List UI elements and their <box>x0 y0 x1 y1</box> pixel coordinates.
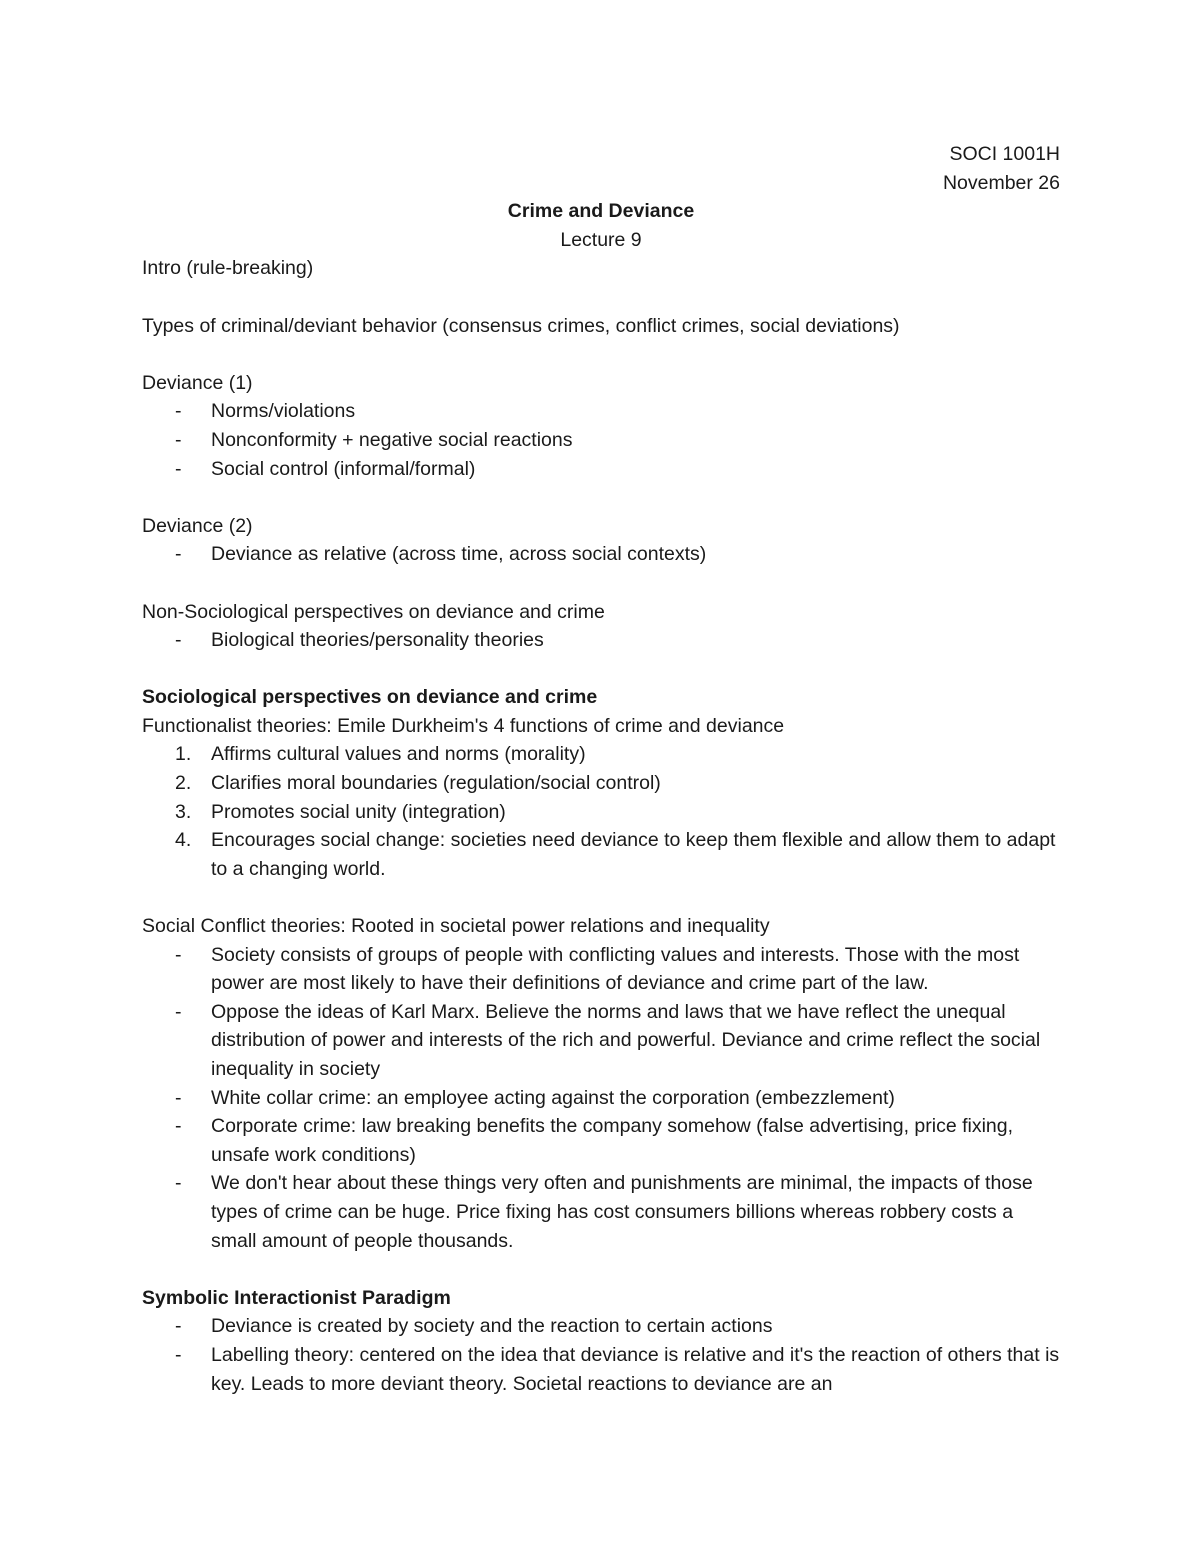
lecture-date: November 26 <box>942 171 1060 194</box>
numbered-item-text: Affirms cultural values and norms (morality) <box>211 743 586 766</box>
document-body <box>142 140 1060 1398</box>
list-item <box>142 455 1060 484</box>
bullet-dash: - <box>175 943 182 966</box>
spacer <box>142 283 1060 312</box>
nonsoc-list <box>142 626 1060 655</box>
numbered-item-text: Promotes social unity (integration) <box>211 800 506 823</box>
list-item <box>142 1112 1060 1169</box>
bullet-dash: - <box>175 400 182 423</box>
list-item-text: Deviance as relative (across time, across social contexts) <box>211 543 707 566</box>
course-code: SOCI 1001H <box>949 143 1060 165</box>
spacer <box>142 655 1060 684</box>
conflict-heading: Social Conflict theories: Rooted in societal power relations and inequality <box>142 915 770 938</box>
conflict-list <box>142 941 1060 1256</box>
bullet-dash: - <box>175 428 182 451</box>
list-item <box>142 1084 1060 1113</box>
deviance2-list <box>142 540 1060 569</box>
item-number: 2. <box>175 772 192 795</box>
bullet-dash: - <box>175 1172 182 1195</box>
numbered-item <box>142 740 1060 769</box>
numbered-item <box>142 769 1060 798</box>
spacer <box>142 340 1060 369</box>
list-item-text: Labelling theory: centered on the idea that deviance is relative and it's the reaction of others that is key. Leads to more deviant theory. Societal reactions to deviance are an <box>211 1343 1060 1395</box>
spacer <box>142 883 1060 912</box>
list-item-text: Biological theories/personality theories <box>211 629 544 652</box>
spacer <box>142 1255 1060 1284</box>
list-item-text: Social control (informal/formal) <box>211 457 476 480</box>
item-number: 1. <box>175 743 192 766</box>
spacer <box>142 483 1060 512</box>
deviance1-list <box>142 397 1060 483</box>
list-item-text: Society consists of groups of people with conflicting values and interests. Those with the most power are most likely to have their definitions of deviance and crime part of the law. <box>211 943 1020 995</box>
bullet-dash: - <box>175 543 182 566</box>
bullet-dash: - <box>175 1115 182 1138</box>
document-title: Crime and Deviance <box>507 200 695 223</box>
bullet-dash: - <box>175 629 182 652</box>
list-item-text: Oppose the ideas of Karl Marx. Believe the norms and laws that we have reflect the unequal distribution of power and interests of the rich and powerful. Deviance and crime reflect the social inequality in society <box>211 1000 1041 1080</box>
list-item-text: Nonconformity + negative social reactions <box>211 428 573 451</box>
list-item <box>142 1341 1060 1398</box>
bullet-dash: - <box>175 1000 182 1023</box>
list-item-text: Deviance is created by society and the reaction to certain actions <box>211 1315 773 1338</box>
functions-list <box>142 740 1060 883</box>
list-item <box>142 941 1060 998</box>
symbolic-list <box>142 1312 1060 1398</box>
list-item <box>142 1312 1060 1341</box>
list-item-text: Corporate crime: law breaking benefits the company somehow (false advertising, price fixing, unsafe work conditions) <box>211 1115 1014 1166</box>
list-item <box>142 998 1060 1084</box>
nonsoc-heading: Non-Sociological perspectives on deviance and crime <box>142 600 605 623</box>
types-line: Types of criminal/deviant behavior (consensus crimes, conflict crimes, social deviations) <box>142 314 900 337</box>
bullet-dash: - <box>175 1315 182 1338</box>
bullet-dash: - <box>175 457 182 480</box>
list-item <box>142 626 1060 655</box>
document-subtitle: Lecture 9 <box>560 228 642 251</box>
list-item <box>142 397 1060 426</box>
list-item <box>142 540 1060 569</box>
numbered-item <box>142 826 1060 883</box>
symbolic-heading: Symbolic Interactionist Paradigm <box>142 1286 451 1309</box>
bullet-dash: - <box>175 1086 182 1109</box>
deviance1-heading: Deviance (1) <box>142 371 253 394</box>
list-item <box>142 426 1060 455</box>
intro-line: Intro (rule-breaking) <box>142 257 314 280</box>
list-item-text: We don't hear about these things very often and punishments are minimal, the impacts of those types of crime can be huge. Price fixing has cost consumers billions whereas robbery costs a small amount of people thousands. <box>211 1172 1033 1252</box>
list-item-text: Norms/violations <box>211 400 356 423</box>
numbered-item-text: Clarifies moral boundaries (regulation/social control) <box>211 772 661 795</box>
sociological-heading: Sociological perspectives on deviance and crime <box>142 686 598 709</box>
numbered-item <box>142 798 1060 827</box>
list-item <box>142 1169 1060 1255</box>
item-number: 3. <box>175 800 192 823</box>
bullet-dash: - <box>175 1343 182 1366</box>
item-number: 4. <box>175 829 192 852</box>
numbered-item-text: Encourages social change: societies need deviance to keep them flexible and allow them to adapt to a changing world. <box>211 829 1056 880</box>
functionalist-heading: Functionalist theories: Emile Durkheim's 4 functions of crime and deviance <box>142 714 785 737</box>
list-item-text: White collar crime: an employee acting against the corporation (embezzlement) <box>211 1086 895 1109</box>
spacer <box>142 569 1060 598</box>
deviance2-heading: Deviance (2) <box>142 514 253 537</box>
